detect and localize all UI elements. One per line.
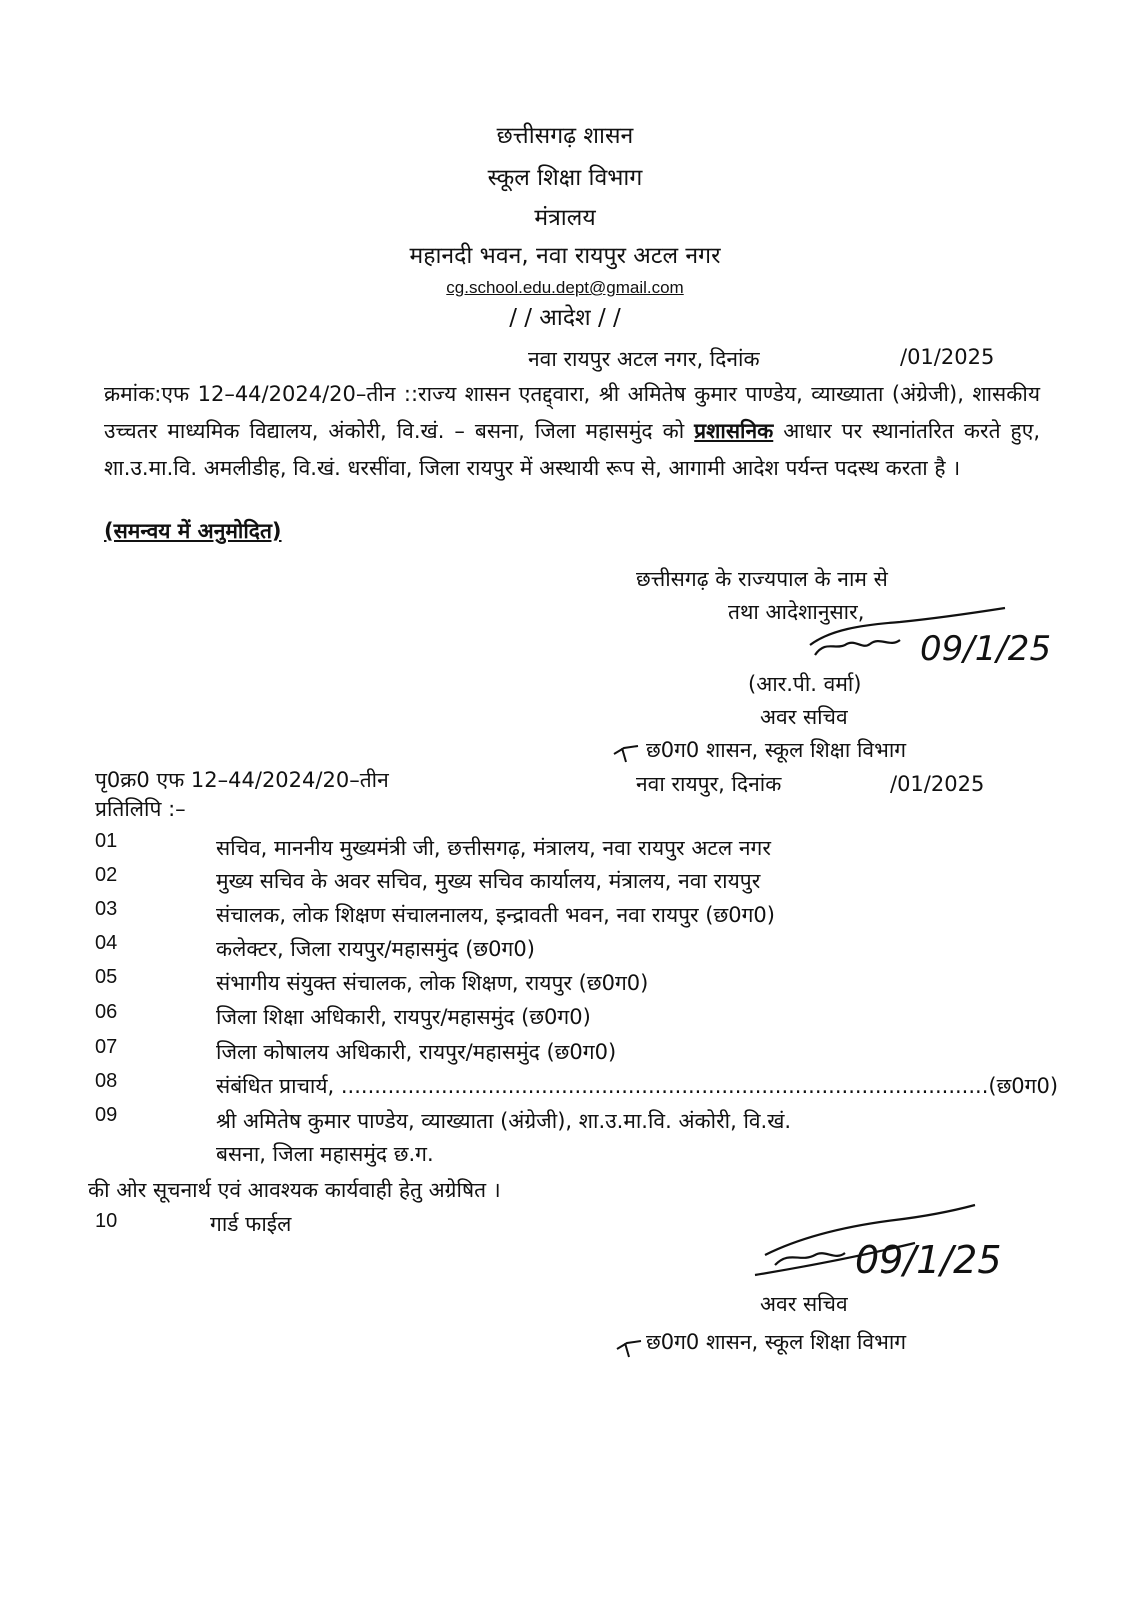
endorsement-place-date-label: नवा रायपुर, दिनांक xyxy=(636,772,782,796)
copy-list-number: 08 xyxy=(95,1070,118,1092)
copy-list-number: 09 xyxy=(95,1104,118,1126)
copy-list-item: सचिव, माननीय मुख्यमंत्री जी, छत्तीसगढ़, मंत्रालय, नवा रायपुर अटल नगर xyxy=(216,836,771,860)
order-authority-line: तथा आदेशानुसार, xyxy=(728,600,865,624)
order-title: / / आदेश / / xyxy=(509,305,621,331)
copy-list-number: 06 xyxy=(95,1001,118,1023)
copy-list-number: 03 xyxy=(95,898,118,920)
order-bold-word: प्रशासनिक xyxy=(694,419,774,443)
copy-list-item: जिला शिक्षा अधिकारी, रायपुर/महासमुंद (छ0ग0) xyxy=(216,1005,591,1029)
signatory-designation-2: अवर सचिव xyxy=(760,1292,848,1316)
order-body xyxy=(104,376,1040,487)
header-ministry: मंत्रालय xyxy=(534,205,596,231)
copy-list-item: कलेक्टर, जिला रायपुर/महासमुंद (छ0ग0) xyxy=(216,937,535,961)
signature-1 xyxy=(770,600,1052,680)
header-department: स्कूल शिक्षा विभाग xyxy=(487,165,643,191)
copy-list-number: 07 xyxy=(95,1036,118,1058)
forwarding-note: की ओर सूचनार्थ एवं आवश्यक कार्यवाही हेतु अग्रेषित । xyxy=(88,1178,501,1202)
copy-list-number-10: 10 xyxy=(95,1210,118,1232)
place-date-label: नवा रायपुर अटल नगर, दिनांक xyxy=(528,347,760,371)
place-date-value: /01/2025 xyxy=(900,345,995,369)
governor-line: छत्तीसगढ़ के राज्यपाल के नाम से xyxy=(636,567,888,591)
copy-list-item: श्री अमितेष कुमार पाण्डेय, व्याख्याता (अंग्रेजी), शा.उ.मा.वि. अंकोरी, वि.खं. xyxy=(216,1109,792,1133)
endorsement-date-value: /01/2025 xyxy=(890,772,985,796)
order-text-part2: आधार पर स्थानांतरित करते हुए, शा.उ.मा.वि. अमलीडीह, वि.खं. धरसींवा, जिला रायपुर में अस्थायी रूप से, आगामी आदेश पर्यन्त पदस्थ करता है । xyxy=(104,419,1040,480)
copy-list-item: जिला कोषालय अधिकारी, रायपुर/महासमुंद (छ0ग0) xyxy=(216,1040,617,1064)
copy-list-item: मुख्य सचिव के अवर सचिव, मुख्य सचिव कार्यालय, मंत्रालय, नवा रायपुर xyxy=(216,869,761,893)
signature-1-date: 09/1/25 xyxy=(920,629,1052,669)
header-email: cg.school.edu.dept@gmail.com xyxy=(446,278,684,297)
copy-list-item: संभागीय संयुक्त संचालक, लोक शिक्षण, रायपुर (छ0ग0) xyxy=(216,971,649,995)
copy-list-item-10: गार्ड फाईल xyxy=(210,1212,292,1236)
signature-2-date: 09/1/25 xyxy=(855,1238,1002,1282)
copy-list-number: 04 xyxy=(95,932,118,954)
header-government: छत्तीसगढ़ शासन xyxy=(496,123,634,149)
copy-list-number: 02 xyxy=(95,864,118,886)
tick-mark-icon xyxy=(612,742,642,766)
copy-label: प्रतिलिपि :– xyxy=(95,797,186,821)
signature-2 xyxy=(745,1195,1005,1295)
signatory-name: (आर.पी. वर्मा) xyxy=(748,672,862,696)
order-text-part1: ::राज्य शासन एतद्द्वारा, श्री अमितेष कुमार पाण्डेय, व्याख्याता (अंग्रेजी), शासकीय उच्चतर माध्यमिक विद्यालय, अंकोरी, वि.खं. – बसना, जिला महासमुंद को xyxy=(104,382,1040,443)
copy-list-item-continued: बसना, जिला महासमुंद छ.ग. xyxy=(216,1142,434,1166)
header-address: महानदी भवन, नवा रायपुर अटल नगर xyxy=(409,243,721,269)
tick-mark-icon-2 xyxy=(615,1335,645,1359)
signatory-department-2: छ0ग0 शासन, स्कूल शिक्षा विभाग xyxy=(646,1330,907,1354)
order-reference: क्रमांक:एफ 12–44/2024/20–तीन xyxy=(104,382,396,406)
endorsement-reference: पृ0क्र0 एफ 12–44/2024/20–तीन xyxy=(95,768,389,792)
signatory-department-1: छ0ग0 शासन, स्कूल शिक्षा विभाग xyxy=(646,738,907,762)
approved-note: (समन्वय में अनुमोदित) xyxy=(104,519,282,543)
copy-list-number: 05 xyxy=(95,966,118,988)
copy-list-item: संचालक, लोक शिक्षण संचालनालय, इन्द्रावती भवन, नवा रायपुर (छ0ग0) xyxy=(216,903,775,927)
copy-list-number: 01 xyxy=(95,830,118,852)
copy-list-item: संबंधित प्राचार्य, .................................................................................................(छ0ग0) xyxy=(216,1074,1059,1098)
signatory-designation-1: अवर सचिव xyxy=(760,705,848,729)
